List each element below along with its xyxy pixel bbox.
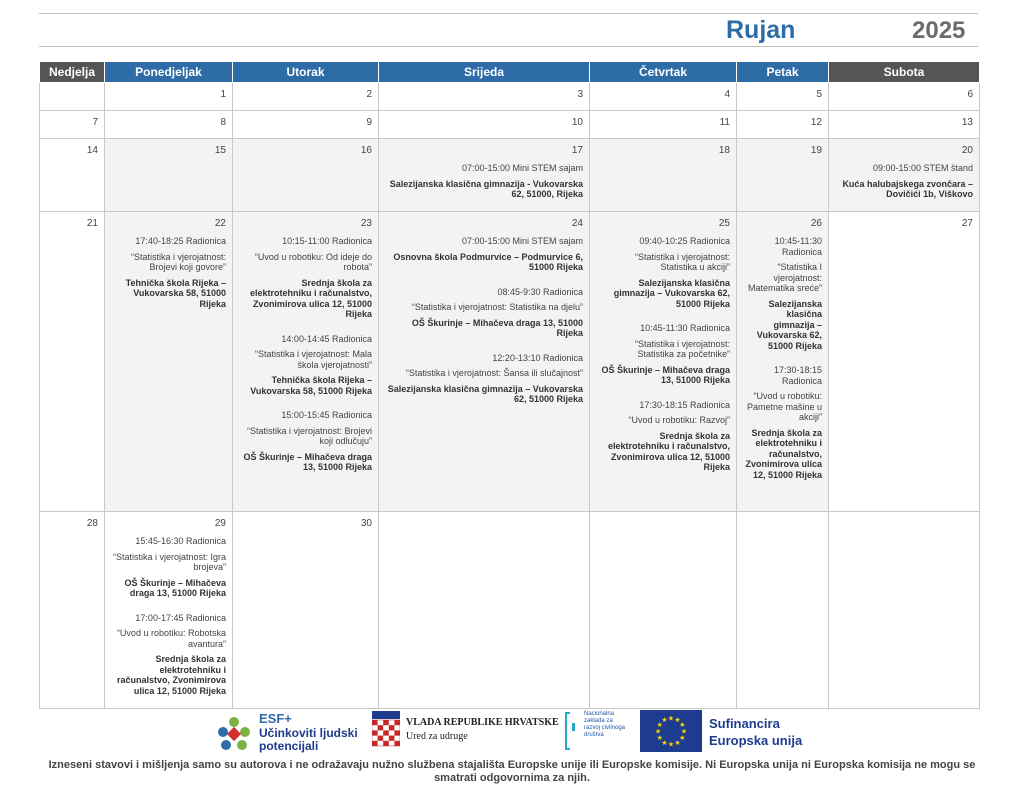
day-cell [590,512,737,709]
day-cell [590,212,737,512]
weekday-header: Srijeda [379,62,590,83]
event-location: OŠ Škurinje – Mihačeva draga 13, 51000 Rijeka [243,451,372,472]
vlada-title: VLADA REPUBLIKE HRVATSKE [406,717,559,728]
event-time: 15:00-15:45 Radionica [281,410,372,420]
event [835,163,973,200]
year-title: 2025 [912,17,966,44]
event-topic: “Statistika i vjerojatnost: Statistika na djelu” [411,302,583,312]
event-location: OŠ Škurinje – Mihačeva draga 13, 51000 Rijeka [601,364,730,385]
event-time: 17:40-18:25 Radionica [135,236,226,246]
calendar-grid [39,61,980,709]
day-cell [40,212,105,512]
top-rule [39,13,978,14]
day-cell [233,83,379,111]
event-location: Salezijanska klasična gimnazija - Vukovarska 62, 51000, Rijeka [389,178,583,199]
day-cell [40,111,105,139]
day-number: 29 [214,518,226,529]
event-time: 14:00-14:45 Radionica [281,333,372,344]
day-number: 23 [360,218,372,229]
day-number: 16 [360,145,372,156]
event-location: Salezijanska klasična gimnazija – Vukovarska 62, 51000 Rijeka [756,298,822,351]
event-time: 17:30-18:15 Radionica [773,365,822,386]
day-cell [233,212,379,512]
event [743,236,822,351]
vlada-subtitle: Ured za udruge [406,731,468,742]
week-row [40,512,980,709]
event [385,236,583,273]
event-topic: “Statistika i vjerojatnost: Brojevi koji govore” [130,251,226,272]
day-number: 14 [86,145,98,156]
day-number: 9 [366,117,372,128]
event-topic: “Statistika i vjerojatnost: Šansa ili slučajnost” [405,368,583,378]
day-cell [737,111,829,139]
day-number: 17 [571,145,583,156]
day-number: 8 [220,117,226,128]
event-time: 17:30-18:15 Radionica [639,399,730,410]
event [111,536,226,599]
event [596,400,730,473]
day-number: 22 [214,218,226,229]
day-number: 11 [719,117,730,128]
day-cell [379,212,590,512]
weekday-header: Subota [829,62,980,83]
nzrcd-text: Nacionalna zaklada za razvoj civilnoga društva [584,711,626,738]
day-number: 2 [366,89,372,100]
week-row [40,139,980,212]
month-title: Rujan [726,16,796,44]
event-topic: “Uvod u robotiku: Pametne mašine u akciji” [746,391,822,422]
event-time: 10:45-11:30 Radionica [640,323,730,333]
event-location: Salezijanska klasična gimnazija – Vukovarska 62, 51000 Rijeka [613,277,730,309]
event [239,236,372,320]
header-rule [39,46,978,47]
eu-star-icon: ★ [656,722,663,729]
day-number: 21 [86,218,98,229]
day-number: 7 [92,117,98,128]
nzrcd-logo [564,711,626,756]
day-number: 25 [718,218,730,229]
day-cell [737,512,829,709]
day-number: 24 [571,218,583,229]
event-location: Osnovna škola Podmurvice – Podmurvice 6, 51000 Rijeka [393,251,583,272]
nzrcd-bracket-icon [564,711,580,751]
week-row [40,83,980,111]
eu-star-icon: ★ [654,728,662,736]
event-time: 15:45-16:30 Radionica [135,536,226,546]
day-number: 4 [724,89,730,100]
event-location: Kuća halubajskega zvončara – Dovičići 1b, Viškovo [842,178,973,199]
eu-star-icon: ★ [661,739,668,747]
event [239,334,372,397]
day-cell [379,111,590,139]
day-number: 20 [961,145,973,156]
funding-logos [0,707,1024,757]
day-cell [829,83,980,111]
weekday-header: Utorak [233,62,379,83]
day-number: 13 [961,117,973,128]
event-location: Tehnička škola Rijeka – Vukovarska 58, 51000 Rijeka [250,375,372,396]
eu-star-icon: ★ [674,717,681,725]
event-time: 07:00-15:00 Mini STEM sajam [461,236,583,246]
day-number: 18 [718,145,730,156]
day-cell [105,512,233,709]
event-topic: “Uvod u robotiku: Robotska avantura” [116,628,226,649]
day-cell [379,139,590,212]
day-cell [590,111,737,139]
event-time: 17:00-17:45 Radionica [135,612,226,623]
day-cell [829,139,980,212]
event-topic: “Statistika i vjerojatnost: Statistika u akciji” [634,251,730,272]
day-cell [105,111,233,139]
day-cell [105,83,233,111]
eu-star-icon: ★ [679,735,686,742]
event-location: OŠ Škurinje – Mihačeva draga 13, 51000 Rijeka [124,577,226,598]
eu-star-icon: ★ [667,741,675,749]
weekday-header: Nedjelja [40,62,105,83]
day-cell [737,212,829,512]
vlada-logo [372,711,559,756]
day-number: 15 [214,145,226,156]
esf-title: ESF+ [259,711,292,726]
day-cell [829,111,980,139]
event [385,287,583,339]
eu-flag-icon [640,710,702,752]
weekday-header: Ponedjeljak [105,62,233,83]
day-cell [40,139,105,212]
eu-star-icon: ★ [656,735,663,742]
day-cell [379,83,590,111]
event-location: Salezijanska klasična gimnazija – Vukovarska 62, 51000 Rijeka [387,383,583,404]
event [385,353,583,405]
croatian-coat-of-arms-icon [372,711,400,751]
day-number: 28 [86,518,98,529]
event [596,236,730,309]
day-cell [233,512,379,709]
eu-subtitle: Europska unija [709,733,803,748]
weekday-header-row [40,62,980,83]
eu-title: Sufinancira [709,716,780,731]
day-cell [105,139,233,212]
eu-star-icon: ★ [667,715,675,723]
event-topic: “Uvod u robotiku: Od ideje do robota” [254,251,372,272]
day-number: 19 [810,145,822,156]
day-number: 3 [577,89,583,100]
day-number: 30 [360,518,372,529]
event-time: 07:00-15:00 Mini STEM sajam [461,163,583,173]
event [111,613,226,697]
event-topic: “Statistika I vjerojatnost: Matematika sreće” [747,262,822,293]
day-cell [233,139,379,212]
week-row [40,212,980,512]
event [385,163,583,200]
event [743,365,822,480]
event-location: Srednja škola za elektrotehniku i računalstvo, Zvonimirova ulica 12, 51000 Rijeka [745,427,822,480]
day-cell [40,512,105,709]
event-topic: “Statistika i vjerojatnost: Mala škola vjerojatnosti” [254,349,372,370]
day-cell [379,512,590,709]
esf-flower-icon [214,713,254,753]
day-number: 1 [220,89,226,100]
day-number: 12 [810,117,822,128]
eu-star-icon: ★ [680,728,688,736]
eu-star-icon: ★ [679,722,686,729]
event-location: Srednja škola za elektrotehniku i računalstvo, Zvonimirova ulica 12, 51000 Rijeka [116,654,226,696]
disclaimer: Izneseni stavovi i mišljenja samo su autorova i ne odražavaju nužno službena stajališta Europske unije ili Europske komisije. Ni Europska unija ni Europska komisija ne mogu se smatrati odgovornima za njih. [48,759,976,784]
day-cell [737,139,829,212]
event-time: 12:20-13:10 Radionica [492,352,583,363]
week-row [40,111,980,139]
event-location: Tehnička škola Rijeka – Vukovarska 58, 51000 Rijeka [125,277,226,309]
weekday-header: Petak [737,62,829,83]
event-location: OŠ Škurinje – Mihačeva draga 13, 51000 Rijeka [411,317,583,338]
event-time: 09:40-10:25 Radionica [639,236,730,246]
weekday-header: Četvrtak [590,62,737,83]
eu-star-icon: ★ [661,717,668,725]
event-time: 08:45-9:30 Radionica [497,286,583,297]
day-number: 6 [967,89,973,100]
day-cell [233,111,379,139]
event-time: 10:45-11:30 Radionica [774,236,822,257]
day-cell [590,83,737,111]
event-topic: “Statistika i vjerojatnost: Igra brojeva” [112,551,226,572]
day-number: 26 [810,218,822,229]
event [111,236,226,309]
event [596,323,730,386]
event [239,410,372,473]
event-topic: “Uvod u robotiku: Razvoj” [628,415,730,425]
day-cell [737,83,829,111]
day-number: 10 [571,117,583,128]
event-time: 10:15-11:00 Radionica [282,236,372,246]
day-cell [40,83,105,111]
day-cell [590,139,737,212]
day-cell [829,512,980,709]
event-topic: “Statistika i vjerojatnost: Statistika za početnike” [634,338,730,359]
day-number: 5 [816,89,822,100]
event-location: Srednja škola za elektrotehniku i računalstvo, Zvonimirova ulica 12, 51000 Rijeka [249,277,372,319]
day-cell [105,212,233,512]
eu-star-icon: ★ [674,739,681,747]
esf-subtitle: Učinkoviti ljudski potencijali [259,726,358,753]
event-topic: “Statistika i vjerojatnost: Brojevi koji odlučuju” [246,425,372,446]
event-location: Srednja škola za elektrotehniku i računalstvo, Zvonimirova ulica 12, 51000 Rijeka [607,430,730,472]
day-number: 27 [961,218,973,229]
day-cell [829,212,980,512]
event-time: 09:00-15:00 STEM štand [872,163,973,173]
